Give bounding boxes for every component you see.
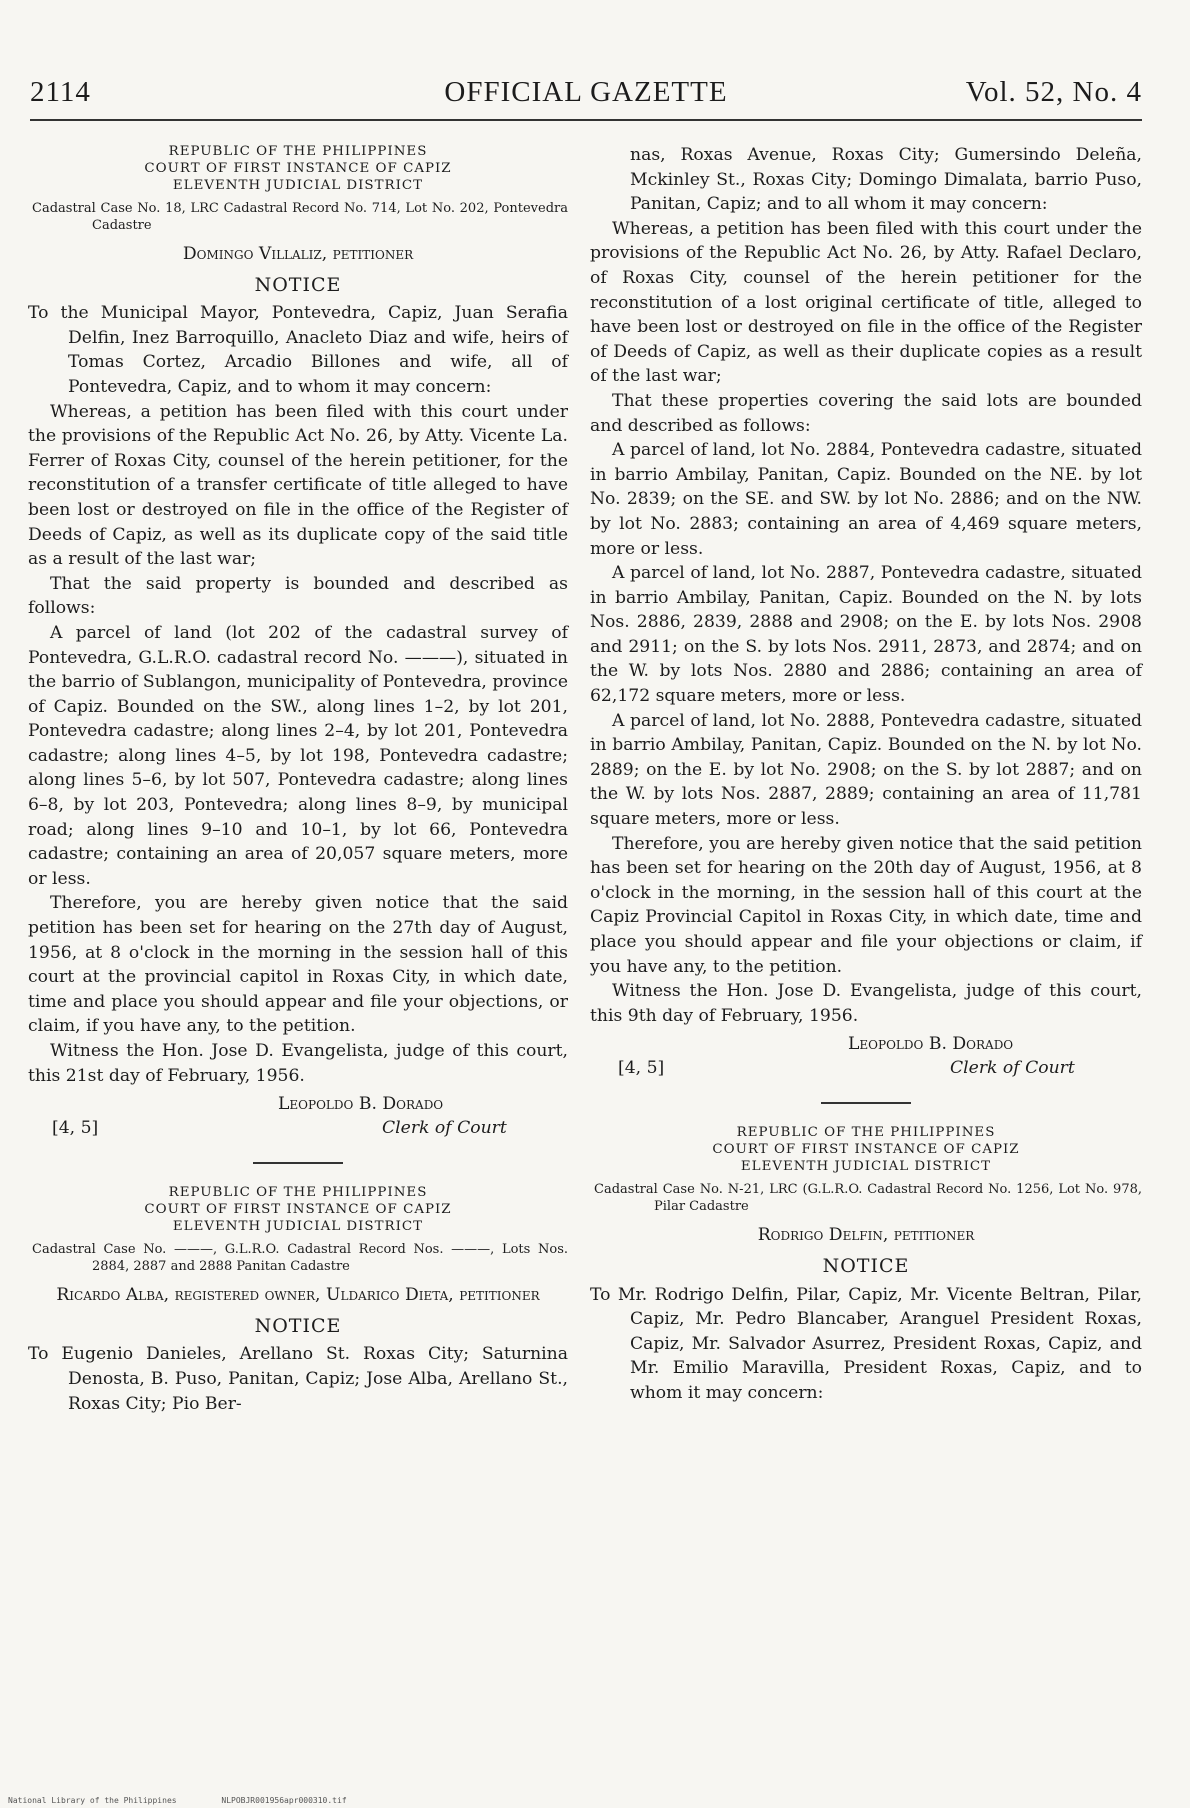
court-line: COURT OF FIRST INSTANCE OF CAPIZ (144, 1202, 452, 1218)
signer-title: Clerk of Court (950, 1058, 1075, 1079)
notice-paragraph: A parcel of land, lot No. 2887, Pontevedra cadastre, situated in barrio Ambilay, Panitan, Capiz. Bounded on the N. by lots Nos. 2886, 2839, 2888 and 2908; on the E. by lots Nos. 2908 and 2911; on the S. by lots Nos. 2911, 2873, and 2874; and on the W. by lots Nos. 2880 and 2886; containing an area of 62,172 square meters, more or less. (590, 563, 1142, 707)
petitioner-line: Domingo Villaliz, petitioner (182, 244, 414, 264)
signature-block (28, 1092, 568, 1140)
court-heading (28, 1184, 568, 1235)
notice-paragraph: Therefore, you are hereby given notice that the said petition has been set for hearing on the 27th day of August, 1956, at 8 o'clock in the morning in the session hall of this court at the provincial capitol in Roxas City, in which date, time and place you should appear and file your objections, or claim, if you have any, to the petition. (28, 893, 568, 1037)
signer-name: Leopoldo B. Dorado (278, 1094, 444, 1115)
section-divider (253, 1162, 343, 1164)
notice-paragraph: A parcel of land (lot 202 of the cadastral survey of Pontevedra, G.L.R.O. cadastral record No. ———), situated in the barrio of Sublangon, municipality of Pontevedra, province of Capiz. Bounded on the SW., along lines 1–2, by lot 201, Pontevedra cadastre; along lines 2–4, by lot 201, Pontevedra cadastre; along lines 4–5, by lot 198, Pontevedra cadastre; along lines 5–6, by lot 507, Pontevedra cadastre; along lines 6–8, by lot 203, Pontevedra; along lines 8–9, by municipal road; along lines 9–10 and 10–1, by lot 66, Pontevedra cadastre; containing an area of 20,057 square meters, more or less. (28, 622, 568, 889)
issue-reference: [4, 5] (618, 1058, 665, 1079)
notice-title: NOTICE (254, 1314, 342, 1337)
petitioner-line: Rodrigo Delfin, petitioner (757, 1225, 975, 1246)
court-heading (590, 1124, 1142, 1175)
signer-title: Clerk of Court (382, 1118, 507, 1139)
notice-paragraph: Witness the Hon. Jose D. Evangelista, judge of this court, this 21st day of February, 1956. (28, 1041, 568, 1086)
right-column (590, 143, 1142, 1406)
court-line: ELEVENTH JUDICIAL DISTRICT (172, 178, 424, 193)
case-record: Cadastral Case No. 18, LRC Cadastral Record No. 714, Lot No. 202, Pontevedra Cadastre (32, 201, 568, 233)
notice-addressees-continued: nas, Roxas Avenue, Roxas City; Gumersindo Deleña, Mckinley St., Roxas City; Domingo Dimalata, barrio Puso, Panitan, Capiz; and to all whom it may concern: (630, 145, 1142, 215)
header-rule (30, 119, 1142, 121)
court-line: ELEVENTH JUDICIAL DISTRICT (740, 1159, 992, 1175)
case-record: Cadastral Case No. N-21, LRC (G.L.R.O. Cadastral Record No. 1256, Lot No. 978, Pilar Cadastre (594, 1182, 1142, 1215)
notice-paragraph: A parcel of land, lot No. 2888, Pontevedra cadastre, situated in barrio Ambilay, Panitan, Capiz. Bounded on the N. by lot No. 2889; on the E. by lot No. 2908; on the S. by lot 2887; and on the W. by lots Nos. 2887, 2889; containing an area of 11,781 square meters, more or less. (590, 710, 1142, 830)
scan-footer (8, 1796, 387, 1805)
court-line: COURT OF FIRST INSTANCE OF CAPIZ (712, 1142, 1020, 1158)
notice-paragraph: That the said property is bounded and described as follows: (28, 573, 568, 619)
court-heading (28, 143, 568, 194)
issue-reference: [4, 5] (52, 1118, 99, 1139)
court-line: REPUBLIC OF THE PHILIPPINES (168, 1185, 428, 1201)
library-credit: National Library of the Philippines (8, 1796, 177, 1805)
notice-paragraph: Witness the Hon. Jose D. Evangelista, judge of this court, this 9th day of February, 1956. (590, 981, 1142, 1026)
court-line: REPUBLIC OF THE PHILIPPINES (168, 144, 428, 159)
notice-paragraph: Therefore, you are hereby given notice that the said petition has been set for hearing on the 20th day of August, 1956, at 8 o'clock in the morning, in the session hall of this court at the Capiz Provincial Capitol in Roxas City, in which date, time and place you should appear and file your objections or claim, if you have any, to the petition. (590, 833, 1142, 977)
court-line: REPUBLIC OF THE PHILIPPINES (736, 1125, 996, 1141)
court-line: ELEVENTH JUDICIAL DISTRICT (172, 1219, 424, 1235)
page-header (30, 72, 1142, 112)
petitioner-line: Ricardo Alba, registered owner, Uldarico Dieta, petitioner (56, 1285, 540, 1306)
notice-addressees: To Mr. Rodrigo Delfin, Pilar, Capiz, Mr. Vicente Beltran, Pilar, Capiz, Mr. Pedro Blancaber, Aranguel President Roxas, Capiz, Mr. Salvador Asurrez, President Roxas, Capiz, and Mr. Emilio Maravilla, President Roxas, Capiz, and to whom it may concern: (590, 1284, 1142, 1403)
signature-block (590, 1032, 1142, 1080)
notice-addressees: To the Municipal Mayor, Pontevedra, Capiz, Juan Serafia Delfin, Inez Barroquillo, Anacleto Diaz and wife, heirs of Tomas Cortez, Arcadio Billones and wife, all of Pontevedra, Capiz, and to whom it may concern: (28, 303, 568, 397)
section-divider (821, 1102, 911, 1104)
signer-name: Leopoldo B. Dorado (848, 1034, 1014, 1055)
notice-addressees: To Eugenio Danieles, Arellano St. Roxas City; Saturnina Denosta, B. Puso, Panitan, Capiz; Jose Alba, Arellano St., Roxas City; Pio Ber- (28, 1344, 568, 1414)
court-line: COURT OF FIRST INSTANCE OF CAPIZ (144, 161, 452, 176)
notice-paragraph: Whereas, a petition has been filed with this court under the provisions of the Republic Act No. 26, by Atty. Vicente La. Ferrer of Roxas City, counsel of the herein petitioner, for the reconstitution of a transfer certificate of title alleged to have been lost or destroyed on file in the office of the Register of Deeds of Capiz, as well as its duplicate copy of the said title as a result of the last war; (28, 401, 568, 570)
volume-number: Vol. 52, No. 4 (965, 76, 1142, 108)
scan-filename: NLPOBJR001956apr000310.tif (221, 1796, 347, 1805)
case-record: Cadastral Case No. ———, G.L.R.O. Cadastral Record Nos. ———, Lots Nos. 2884, 2887 and 2888 Panitan Cadastre (32, 1242, 568, 1275)
left-column (28, 143, 568, 1416)
page-number: 2114 (30, 76, 91, 108)
notice-paragraph: That these properties covering the said lots are bounded and described as follows: (590, 390, 1142, 436)
notice-title: NOTICE (822, 1254, 910, 1277)
notice-paragraph: A parcel of land, lot No. 2884, Pontevedra cadastre, situated in barrio Ambilay, Panitan, Capiz. Bounded on the NE. by lot No. 2839; on the SE. and SW. by lot No. 2886; and on the NW. by lot No. 2883; containing an area of 4,469 square meters, more or less. (590, 440, 1142, 559)
notice-paragraph: Whereas, a petition has been filed with this court under the provisions of the Republic Act No. 26, by Atty. Rafael Declaro, of Roxas City, counsel of the herein petitioner for the reconstitution of a lost original certificate of title, alleged to have been lost or destroyed on file in the office of the Register of Deeds of Capiz, as well as their duplicate copies as a result of the last war; (590, 218, 1142, 387)
notice-title: NOTICE (254, 273, 342, 296)
publication-title: OFFICIAL GAZETTE (444, 76, 728, 108)
